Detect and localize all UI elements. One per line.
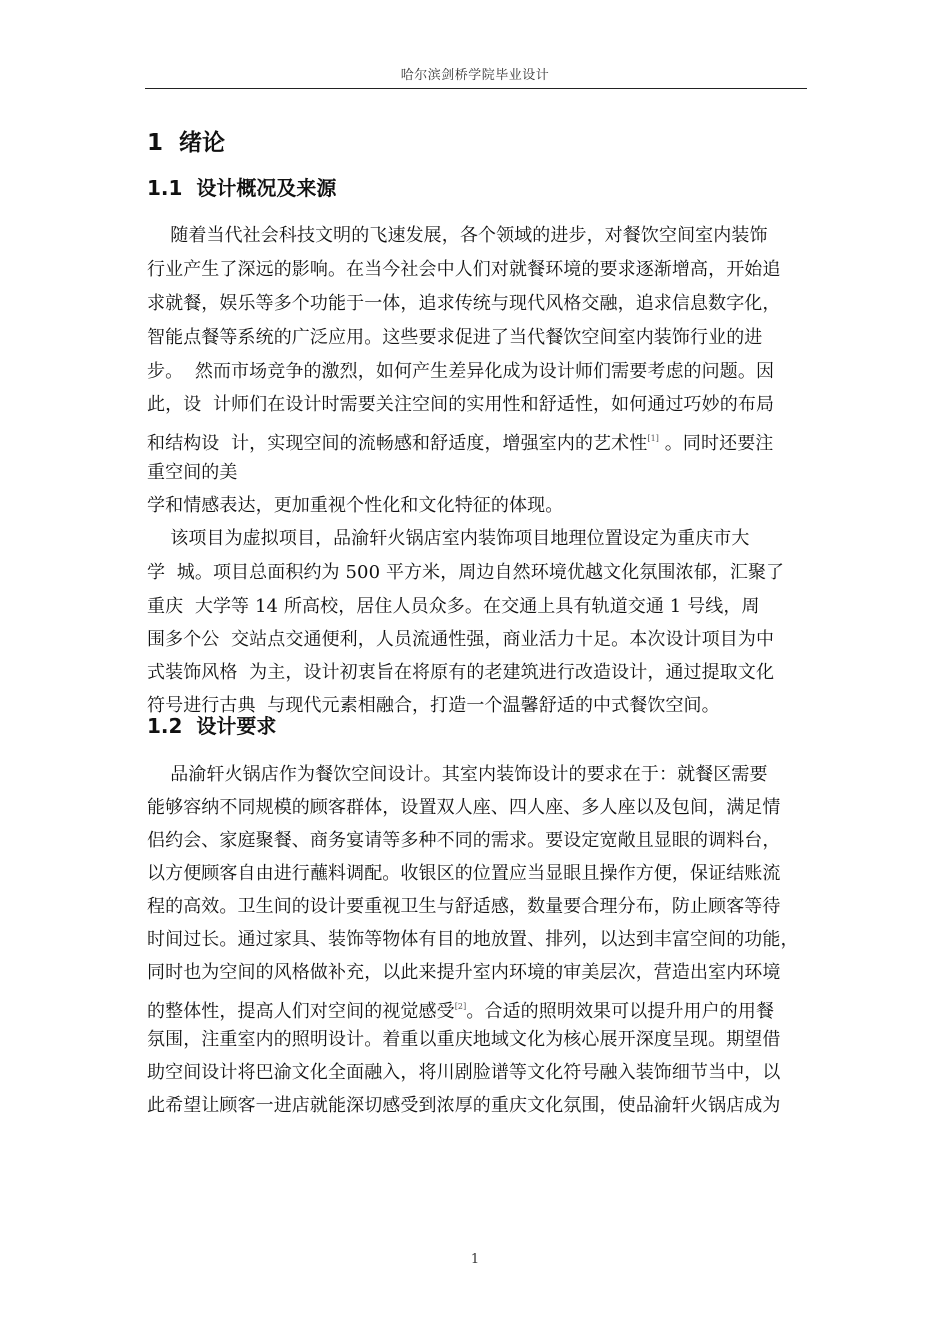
line-text: 求就餐，娱乐等多个功能于一体，追求传统与现代风格交融，追求信息数字化， xyxy=(147,293,781,314)
paragraph-line xyxy=(147,360,774,384)
line-text: 此，设 计师们在设计时需要关注空间的实用性和舒适性，如何通过巧妙的布局 xyxy=(147,394,775,415)
section-title: 1.2 设计要求 xyxy=(147,714,277,738)
paragraph-line xyxy=(147,561,784,585)
paragraph-line xyxy=(147,628,774,652)
line-text: 以方便顾客自由进行蘸料调配。收银区的位置应当显眼且操作方便，保证结账流 xyxy=(147,863,781,884)
citation-marker: [2] xyxy=(454,1002,467,1011)
line-text: 助空间设计将巴渝文化全面融入，将川剧脸谱等文化符号融入装饰细节当中，以 xyxy=(147,1062,781,1083)
paragraph-line xyxy=(147,224,768,248)
paragraph-line xyxy=(147,393,774,417)
line-text: 能够容纳不同规模的顾客群体，设置双人座、四人座、多人座以及包间，满足情 xyxy=(147,797,781,818)
line-text: 侣约会、家庭聚餐、商务宴请等多种不同的需求。要设定宽敞且显眼的调料台， xyxy=(147,830,781,851)
paragraph-line xyxy=(147,527,749,551)
header-rule xyxy=(145,88,807,89)
page-header: 哈尔滨剑桥学院毕业设计 xyxy=(400,68,550,83)
line-text: 同时也为空间的风格做补充，以此来提升室内环境的审美层次，营造出室内环境 xyxy=(147,962,781,983)
line-text: 的整体性，提高人们对空间的视觉感受 xyxy=(147,1001,455,1022)
paragraph-line xyxy=(147,661,774,685)
paragraph-line xyxy=(147,258,781,282)
paragraph-line xyxy=(147,1094,781,1118)
paragraph-line xyxy=(147,1028,781,1052)
paragraph-line xyxy=(147,928,799,952)
paragraph-line xyxy=(147,763,768,787)
line-text: 学 城。项目总面积约为 500 平方米，周边自然环境优越文化氛围浓郁，汇聚了 xyxy=(147,562,785,583)
paragraph-line xyxy=(147,862,781,886)
paragraph-line xyxy=(147,895,781,919)
line-text: 符号进行古典 与现代元素相融合，打造一个温馨舒适的中式餐饮空间。 xyxy=(147,695,720,716)
section-title: 1.1 设计概况及来源 xyxy=(147,176,337,200)
line-text: 学和情感表达，更加重视个性化和文化特征的体现。 xyxy=(147,495,564,516)
line-text: 。合适的照明效果可以提升用户的用餐 xyxy=(466,1001,775,1022)
paragraph-line xyxy=(147,461,238,485)
page-number: 1 xyxy=(470,1252,480,1267)
paragraph-line xyxy=(147,427,773,456)
line-text: 此希望让顾客一进店就能深切感受到浓厚的重庆文化氛围，使品渝轩火锅店成为 xyxy=(147,1095,781,1116)
chapter-title: 1 绪论 xyxy=(147,130,226,156)
line-text: 式装饰风格 为主，设计初衷旨在将原有的老建筑进行改造设计，通过提取文化 xyxy=(147,662,775,683)
line-text: 氛围，注重室内的照明设计。着重以重庆地域文化为核心展开深度呈现。期望借 xyxy=(147,1029,781,1050)
paragraph-line xyxy=(147,494,563,518)
paragraph-line xyxy=(147,292,781,316)
citation-marker: [1] xyxy=(647,434,659,443)
line-text: 随着当代社会科技文明的飞速发展，各个领域的进步，对餐饮空间室内装饰 xyxy=(147,225,768,246)
paragraph-line xyxy=(147,595,760,619)
line-text: 时间过长。通过家具、装饰等物体有目的地放置、排列，以达到丰富空间的功能， xyxy=(147,929,799,950)
line-text: 行业产生了深远的影响。在当今社会中人们对就餐环境的要求逐渐增高，开始追 xyxy=(147,259,781,280)
line-text: 智能点餐等系统的广泛应用。这些要求促进了当代餐饮空间室内装饰行业的进 xyxy=(147,327,763,348)
line-text: 和结构设 计，实现空间的流畅感和舒适度，增强室内的艺术性 xyxy=(147,433,648,454)
line-text: 该项目为虚拟项目，品渝轩火锅店室内装饰项目地理位置设定为重庆市大 xyxy=(147,528,750,549)
paragraph-line xyxy=(147,326,762,350)
paragraph-line xyxy=(147,1061,781,1085)
line-text: 围多个公 交站点交通便利，人员流通性强，商业活力十足。本次设计项目为中 xyxy=(147,629,775,650)
line-text: 重庆 大学等 14 所高校，居住人员众多。在交通上具有轨道交通 1 号线，周 xyxy=(147,596,760,617)
paragraph-line xyxy=(147,961,781,985)
paragraph-line xyxy=(147,796,781,820)
line-text: 步。 然而市场竞争的激烈，如何产生差异化成为设计师们需要考虑的问题。因 xyxy=(147,361,775,382)
paragraph-line xyxy=(147,995,774,1024)
line-text: 重空间的美 xyxy=(147,462,238,483)
line-text: 。同时还要注 xyxy=(658,433,774,454)
line-text: 程的高效。卫生间的设计要重视卫生与舒适感，数量要合理分布，防止顾客等待 xyxy=(147,896,781,917)
paragraph-line xyxy=(147,829,781,853)
line-text: 品渝轩火锅店作为餐饮空间设计。其室内装饰设计的要求在于：就餐区需要 xyxy=(147,764,768,785)
